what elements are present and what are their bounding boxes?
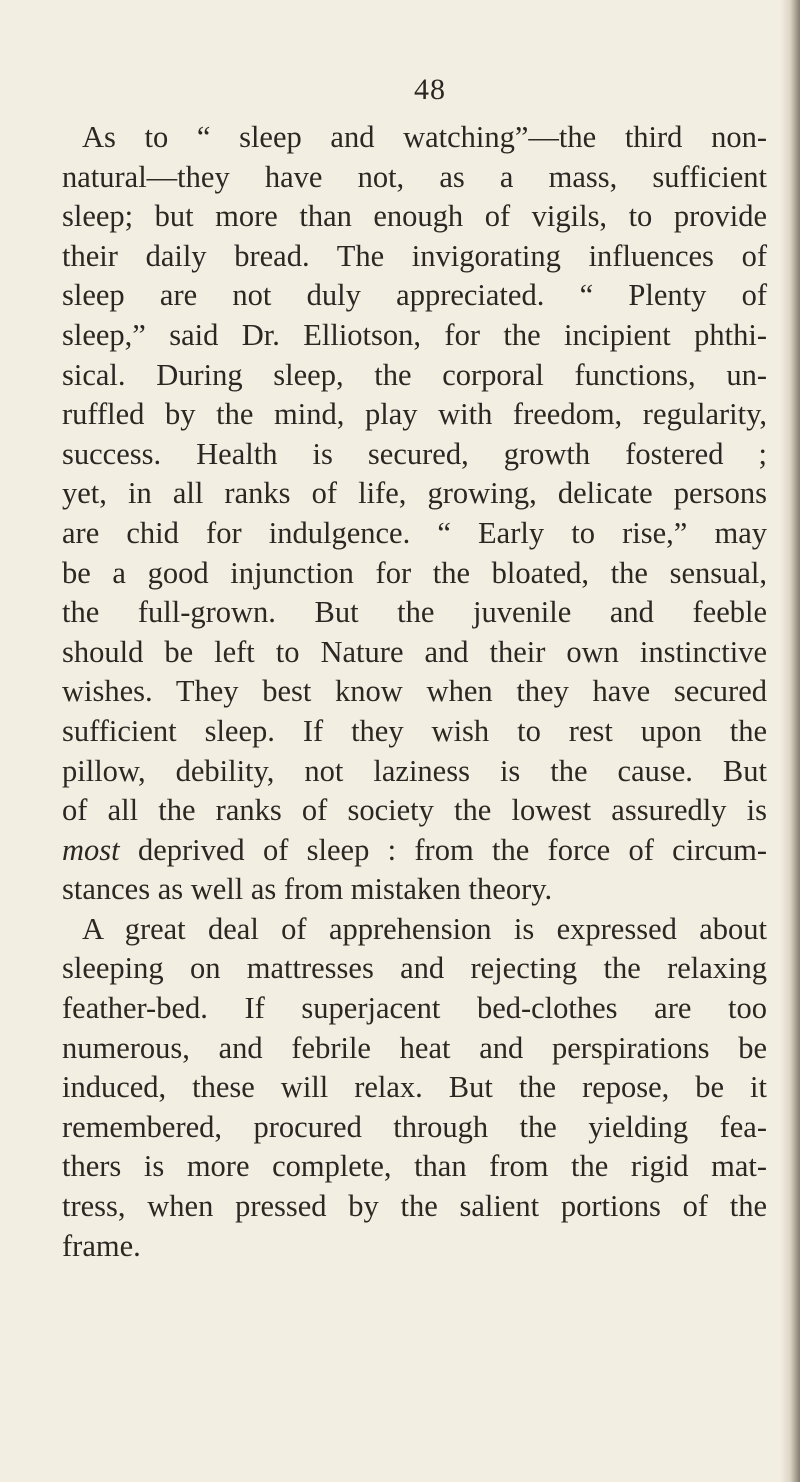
text-line: sleep; but more than enough of vigils, to provide bbox=[62, 199, 767, 234]
text-line-with-italic bbox=[62, 831, 767, 871]
text-line: be a good injunction for the bloated, the sensual, bbox=[62, 555, 767, 590]
text-line: A great deal of apprehension is expressed about bbox=[82, 911, 767, 946]
italic-word: most bbox=[62, 832, 120, 867]
text-line: should be left to Nature and their own instinctive bbox=[62, 634, 767, 669]
text-line: induced, these will relax. But the repose, be it bbox=[62, 1070, 767, 1105]
text-line: numerous, and febrile heat and perspirations be bbox=[62, 1030, 767, 1065]
text-line: natural—they have not, as a mass, sufficient bbox=[62, 159, 767, 194]
body-text bbox=[62, 118, 767, 1266]
text-line: frame. bbox=[62, 1228, 141, 1263]
text-line: wishes. They best know when they have secured bbox=[62, 674, 767, 709]
text-line: sleep,” said Dr. Elliotson, for the incipient phthi- bbox=[62, 317, 767, 352]
text-line: of all the ranks of society the lowest assuredly is bbox=[62, 793, 767, 828]
text-line: sical. During sleep, the corporal functions, un- bbox=[62, 357, 767, 392]
text-line: are chid for indulgence. “ Early to rise,” may bbox=[62, 515, 767, 550]
text-line: feather-bed. If superjacent bed-clothes are too bbox=[62, 991, 767, 1026]
text-line: pillow, debility, not laziness is the cause. But bbox=[62, 753, 767, 788]
text-line: tress, when pressed by the salient portions of the bbox=[62, 1189, 767, 1224]
text-line: stances as well as from mistaken theory. bbox=[62, 872, 553, 907]
text-line: ruffled by the mind, play with freedom, regularity, bbox=[62, 397, 767, 432]
text-line: their daily bread. The invigorating influences of bbox=[62, 238, 767, 273]
text-line: the full-grown. But the juvenile and feeble bbox=[62, 595, 767, 630]
text-line: sufficient sleep. If they wish to rest upon the bbox=[62, 713, 767, 748]
page-edge-shadow bbox=[780, 0, 800, 1482]
text-line-rest: deprived of sleep : from the force of circum- bbox=[137, 832, 768, 867]
text-line: yet, in all ranks of life, growing, delicate persons bbox=[62, 476, 767, 511]
page-number: 48 bbox=[414, 73, 446, 106]
text-line: sleeping on mattresses and rejecting the relaxing bbox=[62, 951, 767, 986]
text-line: thers is more complete, than from the rigid mat- bbox=[62, 1149, 767, 1184]
text-line: sleep are not duly appreciated. “ Plenty of bbox=[62, 278, 767, 313]
text-line: success. Health is secured, growth fostered ; bbox=[62, 436, 767, 471]
text-line: As to “ sleep and watching”—the third non- bbox=[82, 120, 767, 154]
text-line: remembered, procured through the yielding fea- bbox=[62, 1109, 767, 1144]
